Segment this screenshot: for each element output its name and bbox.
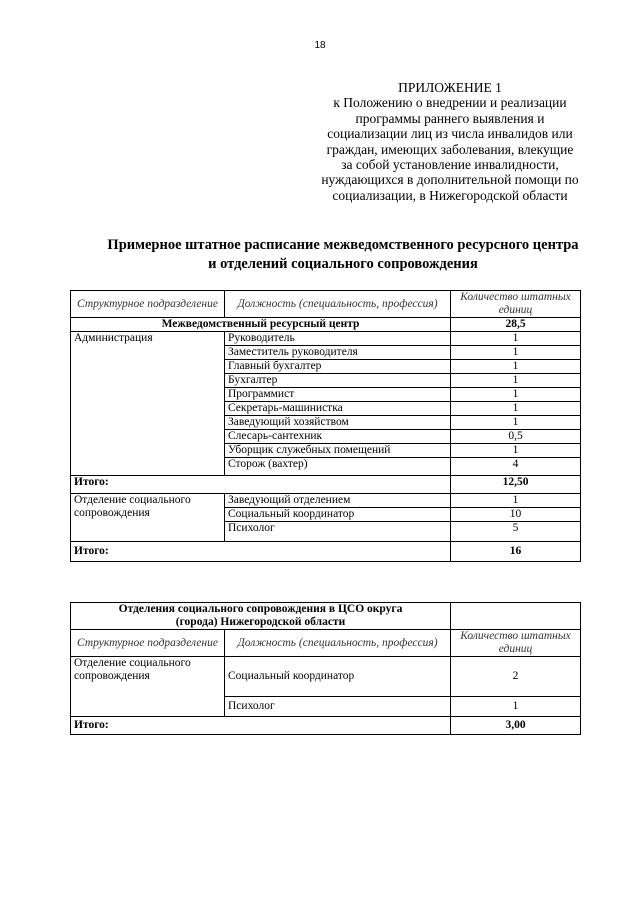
appendix-line: граждан, имеющих заболевания, влекущие (326, 141, 574, 157)
section-total: 28,5 (451, 318, 581, 332)
count-cell: 1 (451, 697, 581, 717)
appendix-line: социализации, в Нижегородской области (332, 187, 568, 203)
position-cell: Главный бухгалтер (225, 360, 451, 374)
total-label: Итого: (71, 476, 451, 494)
count-cell: 0,5 (451, 430, 581, 444)
position-cell: Сторож (вахтер) (225, 458, 451, 476)
count-cell: 2 (451, 657, 581, 697)
header-count: Количество штатных единиц (451, 630, 581, 657)
count-cell: 1 (451, 374, 581, 388)
position-cell: Заместитель руководителя (225, 346, 451, 360)
document-title-line: Примерное штатное расписание межведомственного ресурсного центра (107, 237, 579, 253)
unit-social-support: Отделение социального сопровождения (71, 657, 225, 717)
position-cell: Психолог (225, 697, 451, 717)
appendix-line: к Положению о внедрении и реализации (333, 95, 567, 111)
header-position: Должность (специальность, профессия) (225, 630, 451, 657)
empty-cell (451, 603, 581, 630)
appendix-line: за собой установление инвалидности, (341, 157, 559, 173)
position-cell: Социальный координатор (225, 657, 451, 697)
count-cell: 1 (451, 494, 581, 508)
page-number: 18 (314, 40, 326, 51)
staffing-table-resource-center (70, 290, 581, 562)
total-row (71, 542, 581, 562)
count-cell: 5 (451, 522, 581, 542)
document-title-line: и отделений социального сопровождения (208, 256, 478, 272)
table-header-row (71, 630, 581, 657)
count-cell: 10 (451, 508, 581, 522)
count-cell: 1 (451, 444, 581, 458)
position-cell: Заведующий отделением (225, 494, 451, 508)
document-title (70, 236, 616, 274)
table-header-row (71, 291, 581, 318)
total-label: Итого: (71, 542, 451, 562)
position-cell: Руководитель (225, 332, 451, 346)
header-unit: Структурное подразделение (71, 630, 225, 657)
position-cell: Социальный координатор (225, 508, 451, 522)
total-value: 12,50 (451, 476, 581, 494)
appendix-line: программы раннего выявления и (355, 110, 545, 126)
staffing-table-cso (70, 602, 581, 735)
header-position: Должность (специальность, профессия) (225, 291, 451, 318)
position-cell: Бухгалтер (225, 374, 451, 388)
total-row (71, 476, 581, 494)
count-cell: 1 (451, 416, 581, 430)
count-cell: 4 (451, 458, 581, 476)
total-label: Итого: (71, 717, 451, 735)
count-cell: 1 (451, 332, 581, 346)
unit-administration: Администрация (71, 332, 225, 476)
appendix-heading (290, 80, 610, 203)
appendix-line: ПРИЛОЖЕНИЕ 1 (398, 80, 502, 95)
table-row (71, 332, 581, 346)
table-row (71, 657, 581, 697)
table2-title: Отделения социального сопровождения в ЦСО округа (города) Нижегородской области (71, 603, 451, 630)
position-cell: Уборщик служебных помещений (225, 444, 451, 458)
table-row (71, 494, 581, 508)
count-cell: 1 (451, 346, 581, 360)
count-cell: 1 (451, 388, 581, 402)
count-cell: 1 (451, 360, 581, 374)
position-cell: Заведующий хозяйством (225, 416, 451, 430)
section-row (71, 318, 581, 332)
header-unit: Структурное подразделение (71, 291, 225, 318)
position-cell: Программист (225, 388, 451, 402)
position-cell: Психолог (225, 522, 451, 542)
position-cell: Слесарь-сантехник (225, 430, 451, 444)
total-row (71, 717, 581, 735)
count-cell: 1 (451, 402, 581, 416)
total-value: 3,00 (451, 717, 581, 735)
total-value: 16 (451, 542, 581, 562)
header-count: Количество штатных единиц (451, 291, 581, 318)
unit-social-support: Отделение социального сопровождения (71, 494, 225, 542)
position-cell: Секретарь-машинистка (225, 402, 451, 416)
appendix-line: нуждающихся в дополнительной помощи по (321, 172, 579, 188)
appendix-line: социализации лиц из числа инвалидов или (327, 126, 573, 142)
table-title-row (71, 603, 581, 630)
section-label: Межведомственный ресурсный центр (71, 318, 451, 332)
